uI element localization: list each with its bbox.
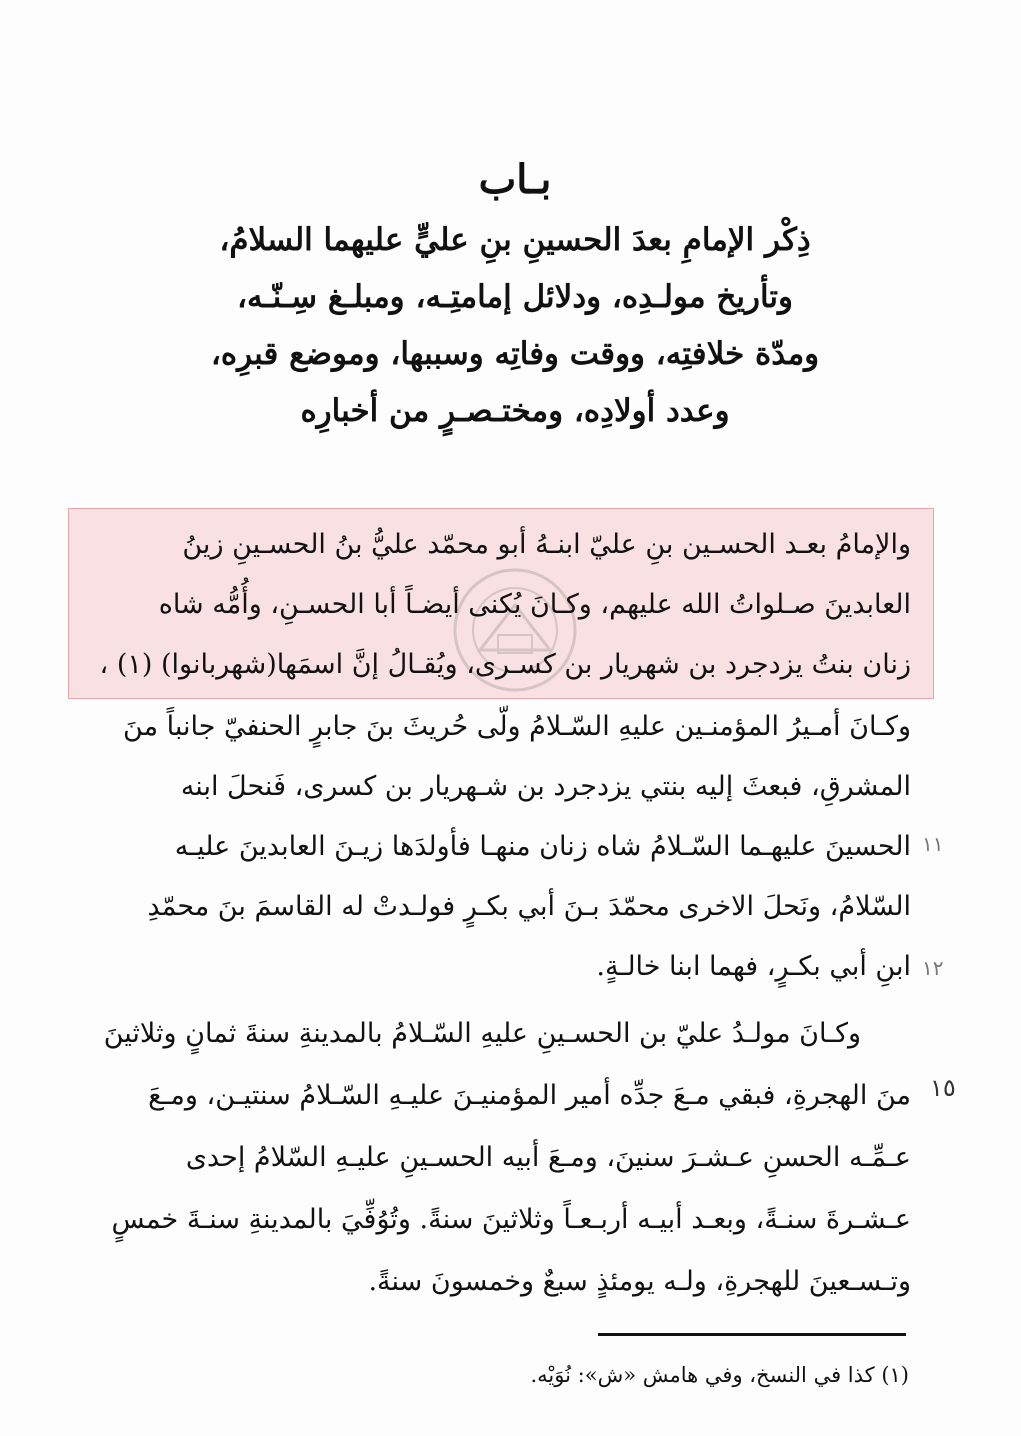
paragraph-line: السّلامُ، ونَحلَ الاخرى محمّدَ بـنَ أبي بكـرٍ فولـدتْ له القاسمَ بنَ محمّدِ: [147, 891, 911, 922]
chapter-subtitle-line: ذِكْر الإمامِ بعدَ الحسينِ بنِ عليٍّ عليهما السلامُ،: [219, 222, 811, 258]
paragraph-line: الحسينَ عليهـما السّـلامُ شاه زنان منهـا فأولدَها زيـنَ العابدينَ عليـه: [174, 831, 911, 862]
paragraph-line: وكـانَ أمـيرُ المؤمنـين عليهِ السّـلامُ ولّى حُريثَ بنَ جابرٍ الحنفيّ جانباً منَ: [123, 711, 911, 742]
chapter-subtitle-line: ومدّة خلافتِه، ووقت وفاتِه وسببها، وموضع قبرِه،: [210, 336, 820, 372]
chapter-subtitle-line: وعدد أولادِه، ومختـصـرٍ من أخبارِه: [300, 393, 730, 429]
chapter-heading: [200, 150, 830, 440]
paragraph-line: عـشـرةَ سنـةً، وبعـد أبيـه أربـعـاً وثلاثينَ سنةً. وتُوُفِّيَ بالمدينةِ سنـةَ خمسٍ: [111, 1204, 911, 1235]
margin-line-number: ١٥: [930, 1074, 956, 1102]
paragraph-line: منَ الهجرةِ، فبقي مـعَ جدِّه أمير المؤمنيـنَ عليـهِ السّـلامُ سنتيـن، ومـعَ: [148, 1080, 911, 1111]
paragraph-line: وكـانَ مولـدُ عليّ بن الحسـينِ عليهِ السّـلامُ بالمدينةِ سنةَ ثمانٍ وثلاثينَ: [103, 1018, 861, 1049]
margin-line-number: ١٢: [922, 956, 944, 980]
paragraph-line: عـمِّـه الحسنِ عـشـرَ سنينَ، ومـعَ أبيه الحسـينِ عليـهِ السّلامُ إحدى: [185, 1142, 911, 1173]
paragraph-line: ابنِ أبي بكـرٍ، فهما ابنا خالـةٍ.: [596, 951, 911, 982]
paragraph-line: زنان بنتُ يزدجرد بن شهريار بن كسـرى، ويُقـالُ إنَّ اسمَها(شهربانوا) (١) ،: [99, 649, 911, 680]
paragraph-line: وتـسـعينَ للهجرةِ، ولـه يومئذٍ سبعٌ وخمسونَ سنةً.: [368, 1266, 911, 1297]
footnote-divider: [598, 1333, 906, 1336]
paragraph-line: العابدينَ صـلواتُ الله عليهم، وكـانَ يُكنى أيضـاً أبا الحسـنِ، وأُمُّه شاه: [158, 589, 911, 620]
margin-line-number: ١١: [922, 832, 944, 856]
paragraph-line: والإمامُ بعـد الحسـين بنِ عليّ ابنـهُ أبو محمّد عليُّ بنُ الحسـينِ زينُ: [182, 529, 911, 560]
footnote: (١) كذا في النسخ، وفي هامش «ش»: نُوَيْه.: [530, 1363, 909, 1387]
chapter-subtitle-line: وتأريخ مولـدِه، ودلائل إمامتِـه، ومبلـغ سِـنّـه،: [236, 279, 794, 315]
chapter-title: بـاب: [478, 156, 552, 203]
paragraph-line: المشرقِ، فبعثَ إليه بنتي يزدجرد بن شـهريار بن كسرى، فَنحلَ ابنه: [180, 771, 911, 802]
